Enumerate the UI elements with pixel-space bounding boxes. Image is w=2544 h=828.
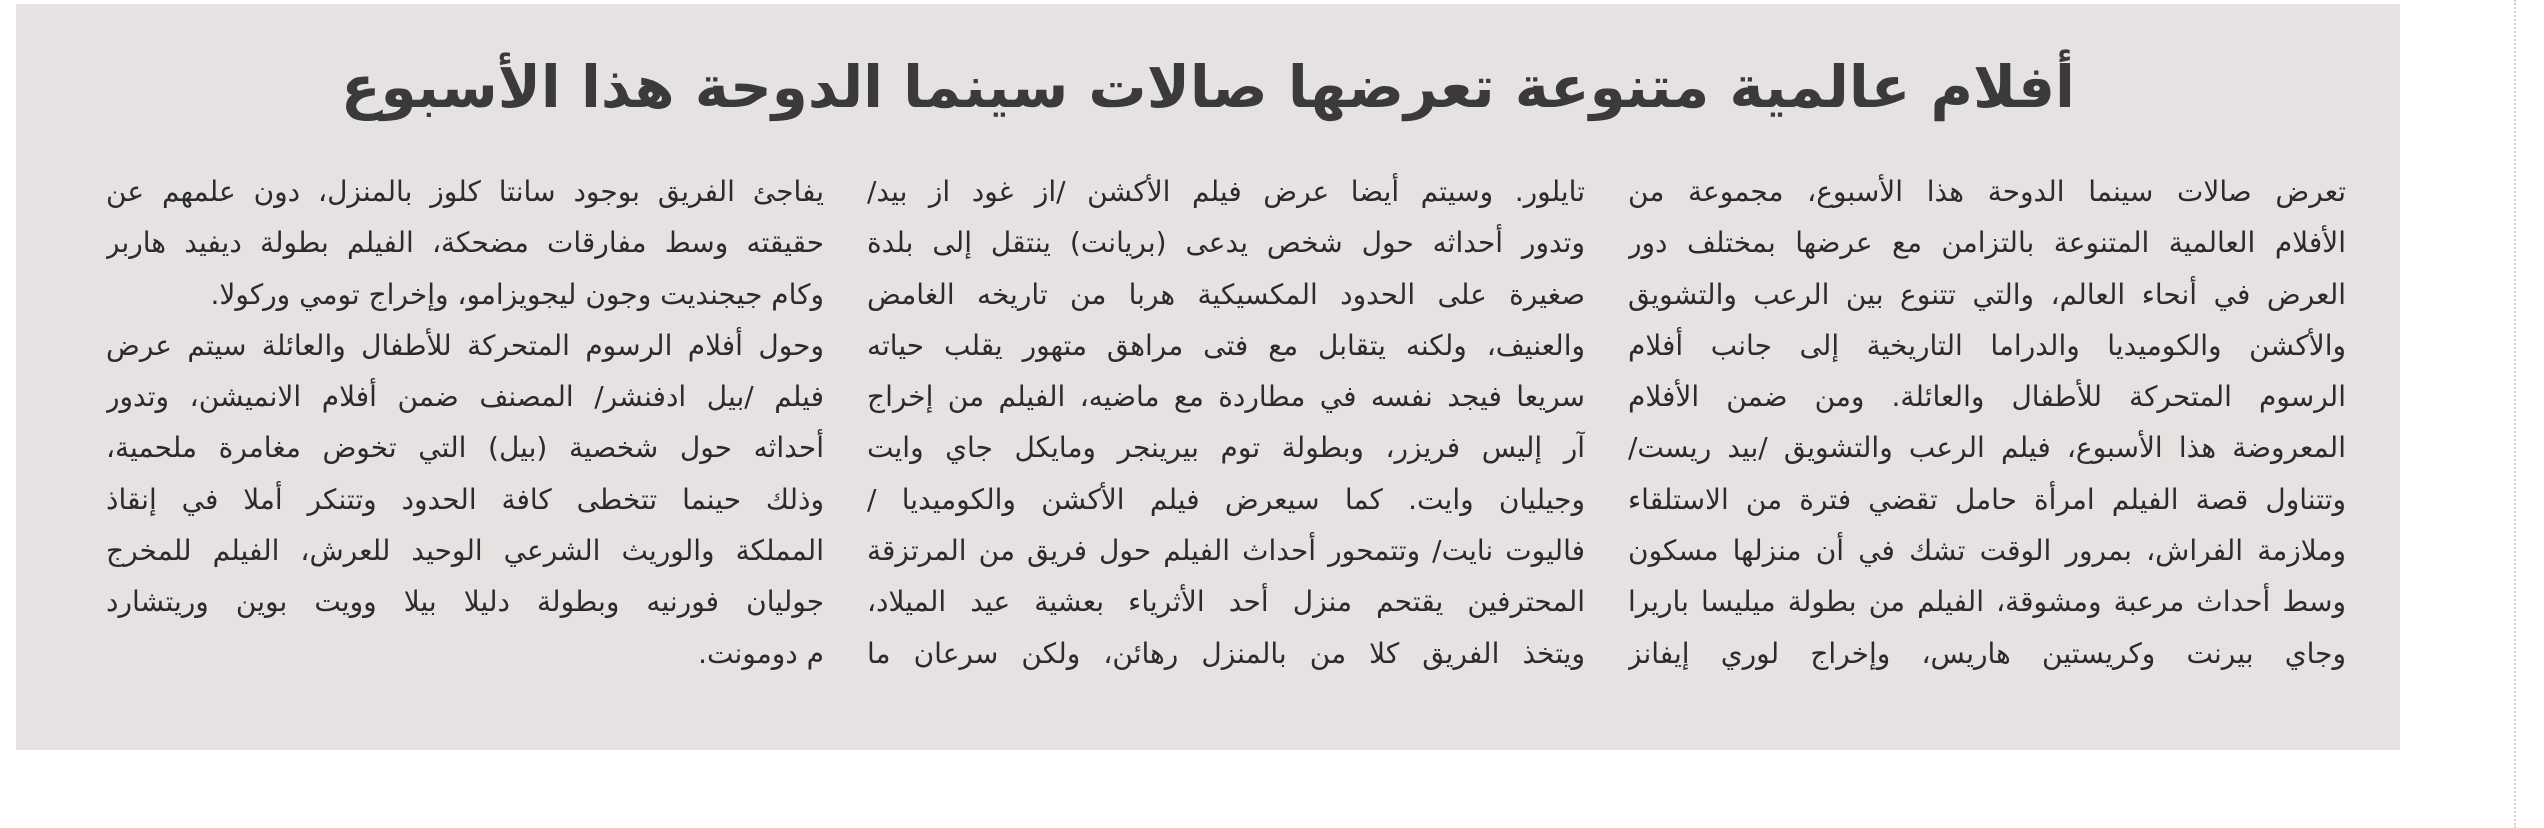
text-line: الرسوم المتحركة للأطفال والعائلة. ومن ضمن الأفلام bbox=[1628, 380, 2346, 414]
text-line: وملازمة الفراش، بمرور الوقت تشك في أن منزلها مسكون bbox=[1628, 534, 2346, 568]
text-line: وذلك حينما تتخطى كافة الحدود وتتنكر أملا في إنقاذ bbox=[106, 482, 824, 516]
text-line: وجاي بيرنت وكريستين هاريس، وإخراج لوري إيفانز bbox=[1628, 636, 2346, 670]
article-box bbox=[16, 4, 2400, 750]
text-line: صغيرة على الحدود المكسيكية هربا من تاريخه الغامض bbox=[867, 277, 1585, 311]
text-line: وتدور أحداثه حول شخص يدعى (بريانت) ينتقل إلى بلدة bbox=[867, 226, 1585, 260]
text-line: العرض في أنحاء العالم، والتي تتنوع بين الرعب والتشويق bbox=[1628, 277, 2346, 311]
text-line: تايلور. وسيتم أيضا عرض فيلم الأكشن /از غود از بيد/ bbox=[867, 175, 1585, 208]
text-line: والأكشن والكوميديا والدراما التاريخية إلى جانب أفلام bbox=[1628, 328, 2346, 362]
text-line: تعرض صالات سينما الدوحة هذا الأسبوع، مجموعة من bbox=[1628, 175, 2346, 208]
article-headline: أفلام عالمية متنوعة تعرضها صالات سينما الدوحة هذا الأسبوع bbox=[341, 53, 2075, 121]
text-line: حقيقته وسط مفارقات مضحكة، الفيلم بطولة ديفيد هاربر bbox=[106, 226, 824, 260]
text-line: وجيليان وايت. كما سيعرض فيلم الأكشن والكوميديا / bbox=[867, 482, 1585, 516]
text-line: وكام جيجنديت وجون ليجويزامو، وإخراج تومي وركولا. bbox=[210, 277, 824, 311]
text-line: المعروضة هذا الأسبوع، فيلم الرعب والتشويق /بيد ريست/ bbox=[1628, 431, 2346, 465]
text-line: فيلم /بيل ادفنشر/ المصنف ضمن أفلام الانميشن، وتدور bbox=[106, 380, 824, 414]
page-edge-divider bbox=[2514, 0, 2516, 828]
article-column-2 bbox=[867, 166, 1585, 679]
text-line: فاليوت نايت/ وتتمحور أحداث الفيلم حول فريق من المرتزقة bbox=[867, 534, 1585, 568]
text-line: الأفلام العالمية المتنوعة بالتزامن مع عرضها بمختلف دور bbox=[1628, 226, 2346, 260]
text-line: جوليان فورنيه وبطولة دليلا بيلا وويت بوين وريتشارد bbox=[106, 585, 824, 619]
text-line: وسط أحداث مرعبة ومشوقة، الفيلم من بطولة ميليسا باريرا bbox=[1628, 585, 2346, 619]
text-line: يفاجئ الفريق بوجود سانتا كلوز بالمنزل، دون علمهم عن bbox=[106, 175, 824, 208]
text-line: المملكة والوريث الشرعي الوحيد للعرش، الفيلم للمخرج bbox=[106, 534, 824, 568]
text-line: ويتخذ الفريق كلا من بالمنزل رهائن، ولكن سرعان ما bbox=[867, 636, 1585, 670]
article-column-1 bbox=[1628, 166, 2346, 679]
text-line: آر إليس فريزر، وبطولة توم بيرينجر ومايكل جاي وايت bbox=[867, 431, 1585, 465]
text-line: م دومونت. bbox=[698, 636, 824, 670]
article-column-3 bbox=[106, 166, 824, 679]
text-line: أحداثه حول شخصية (بيل) التي تخوض مغامرة ملحمية، bbox=[106, 431, 824, 465]
text-line: والعنيف، ولكنه يتقابل مع فتى مراهق متهور يقلب حياته bbox=[867, 328, 1585, 362]
text-line: سريعا فيجد نفسه في مطاردة مع ماضيه، الفيلم من إخراج bbox=[867, 380, 1585, 414]
text-line: وتتناول قصة الفيلم امرأة حامل تقضي فترة من الاستلقاء bbox=[1628, 482, 2346, 516]
text-line: المحترفين يقتحم منزل أحد الأثرياء بعشية عيد الميلاد، bbox=[867, 585, 1585, 619]
text-line: وحول أفلام الرسوم المتحركة للأطفال والعائلة سيتم عرض bbox=[106, 328, 824, 362]
article-columns bbox=[106, 166, 2346, 679]
